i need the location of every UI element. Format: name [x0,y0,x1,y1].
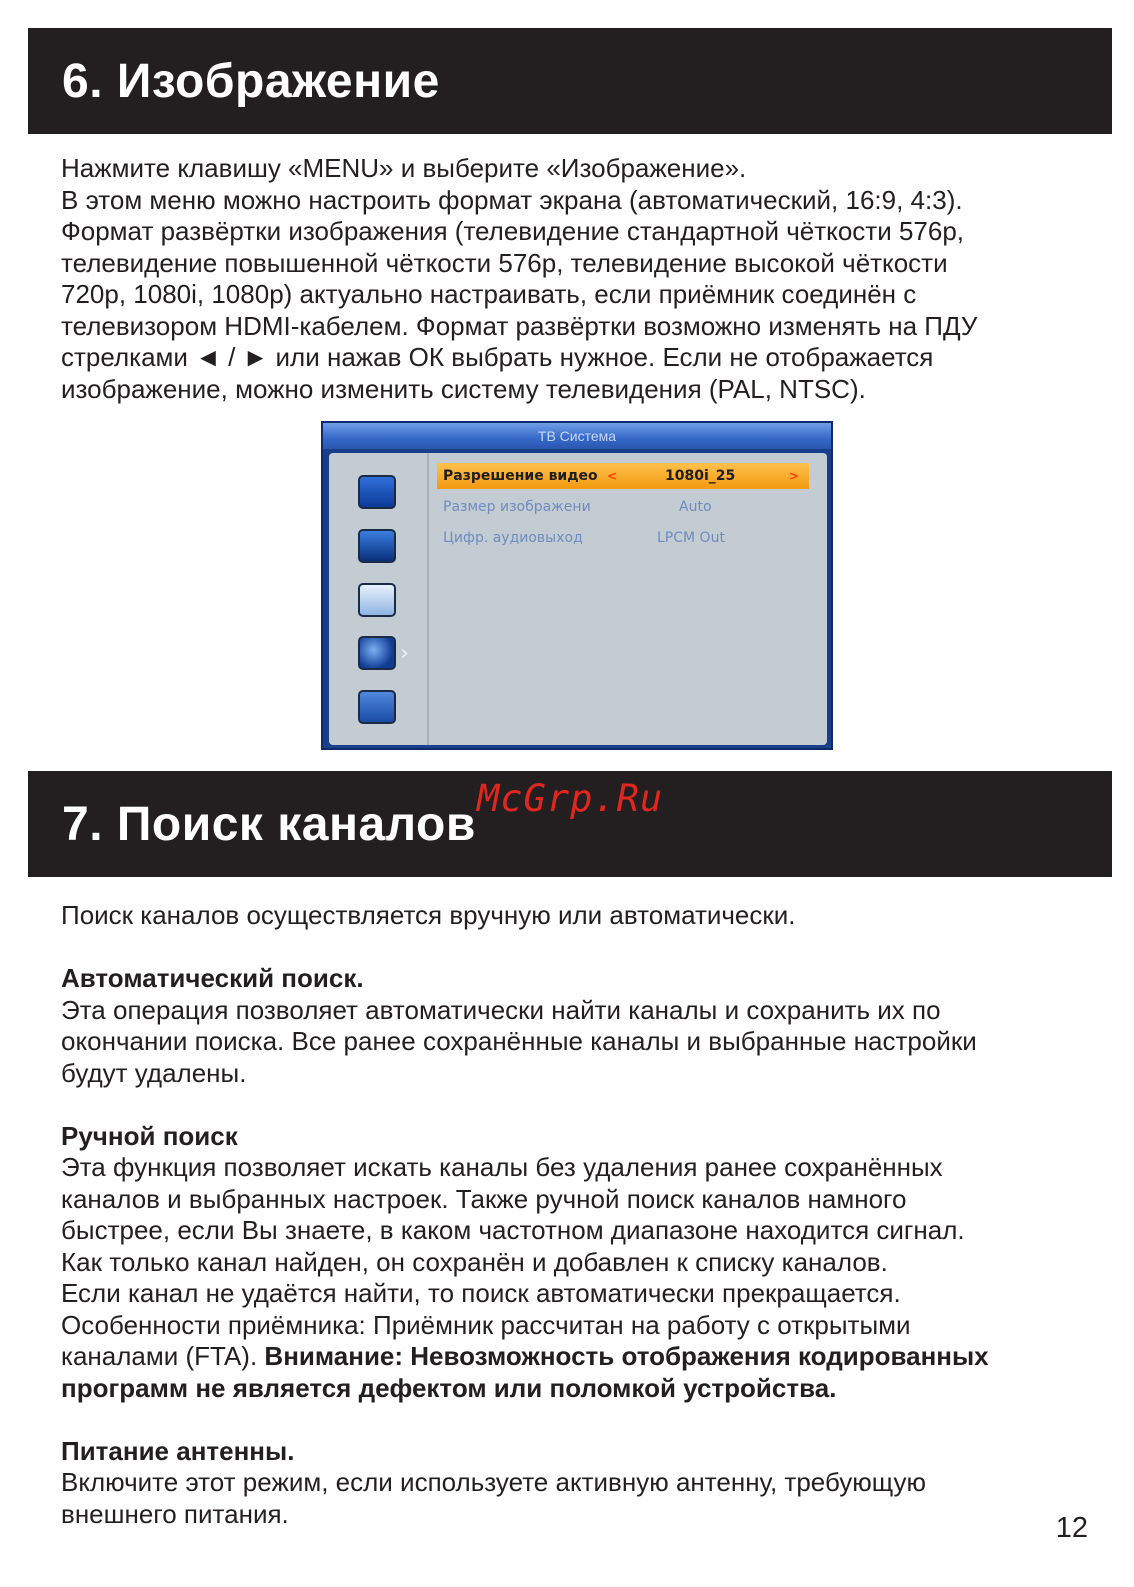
text-line: Нажмите клавишу «MENU» и выберите «Изображение». [61,153,747,183]
tv-row-value: Auto [679,499,712,515]
film-icon [358,475,396,509]
chevron-right-icon: › [400,641,409,666]
tv-menu-sidebar [329,453,429,745]
text-line: изображение, можно изменить систему телевидения (PAL, NTSC). [61,373,866,404]
section-7-title: 7. Поиск каналов [62,798,476,851]
warning-text: программ не является дефектом или поломкой устройства. [61,1372,837,1403]
antenna-power-heading: Питание антенны. [61,1435,295,1466]
text-line: будут удалены. [61,1057,247,1088]
gears-icon [358,636,396,670]
text-line: В этом меню можно настроить формат экрана (автоматический, 16:9, 4:3). [61,184,963,215]
manual-search-heading: Ручной поиск [61,1120,238,1151]
tv-row-value: LPCM Out [657,530,725,546]
text-line: внешнего питания. [61,1498,289,1529]
warning-text: Внимание: Невозможность отображения кодированных [264,1341,989,1371]
text-line: Включите этот режим, если используете активную антенну, требующую [61,1467,926,1497]
page-number: 12 [1055,1512,1088,1544]
text-line: Эта функция позволяет искать каналы без удаления ранее сохранённых [61,1152,943,1182]
text-line: каналов и выбранных настроек. Также ручной поиск каналов намного [61,1183,907,1214]
tv-row-label: Разрешение видео [443,468,598,484]
antenna-icon [358,583,396,617]
tv-menu-title: ТВ Система [323,423,831,449]
text-line: Формат развёртки изображения (телевидение стандартной чёткости 576p, [61,216,965,246]
arrow-right-icon: > [789,469,800,483]
section-6-header [28,28,1112,134]
text-line: 720p, 1080i, 1080p) актуально настраивать, если приёмник соединён с [61,279,917,309]
toolbox-icon [358,690,396,724]
tv-menu-body [329,453,827,745]
text-line: телевизором HDMI-кабелем. Формат развёртки возможно изменять на ПДУ [61,310,978,341]
text-line: Как только канал найден, он сохранён и добавлен к списку каналов. [61,1246,888,1277]
section-6-title: 6. Изображение [62,55,440,108]
tv-menu-row-digital-audio [437,525,809,551]
text-line: быстрее, если Вы знаете, в каком частотном диапазоне находится сигнал. [61,1215,965,1245]
tv-icon [358,529,396,563]
auto-search-heading: Автоматический поиск. [61,963,364,993]
watermark: McGrp.Ru [477,777,664,820]
text-line: окончании поиска. Все ранее сохранённые каналы и выбранные настройки [61,1026,977,1056]
section-7-text [61,900,1071,1530]
text-line: Особенности приёмника: Приёмник рассчитан на работу с открытыми [61,1309,911,1340]
text-plain: каналами (FTA). [61,1341,265,1371]
tv-system-menu-screenshot [321,421,833,750]
tv-row-label: Размер изображени [443,499,591,515]
tv-menu-row-image-size [437,494,809,520]
tv-menu-row-video-resolution [437,463,809,489]
text-line: стрелками ◄ / ► или нажав ОК выбрать нужное. Если не отображается [61,342,934,372]
tv-row-label: Цифр. аудиовыход [443,530,583,546]
intro-text: Поиск каналов осуществляется вручную или автоматически. [61,900,796,930]
text-line: Эта операция позволяет автоматически найти каналы и сохранить их по [61,994,941,1025]
text-line: Если канал не удаётся найти, то поиск автоматически прекращается. [61,1278,901,1308]
text-line-mixed [61,1341,1071,1373]
section-6-text [61,153,1071,405]
tv-row-value: 1080i_25 [665,468,736,484]
text-line: телевидение повышенной чёткости 576p, телевидение высокой чёткости [61,247,948,278]
arrow-left-icon: < [607,469,618,483]
